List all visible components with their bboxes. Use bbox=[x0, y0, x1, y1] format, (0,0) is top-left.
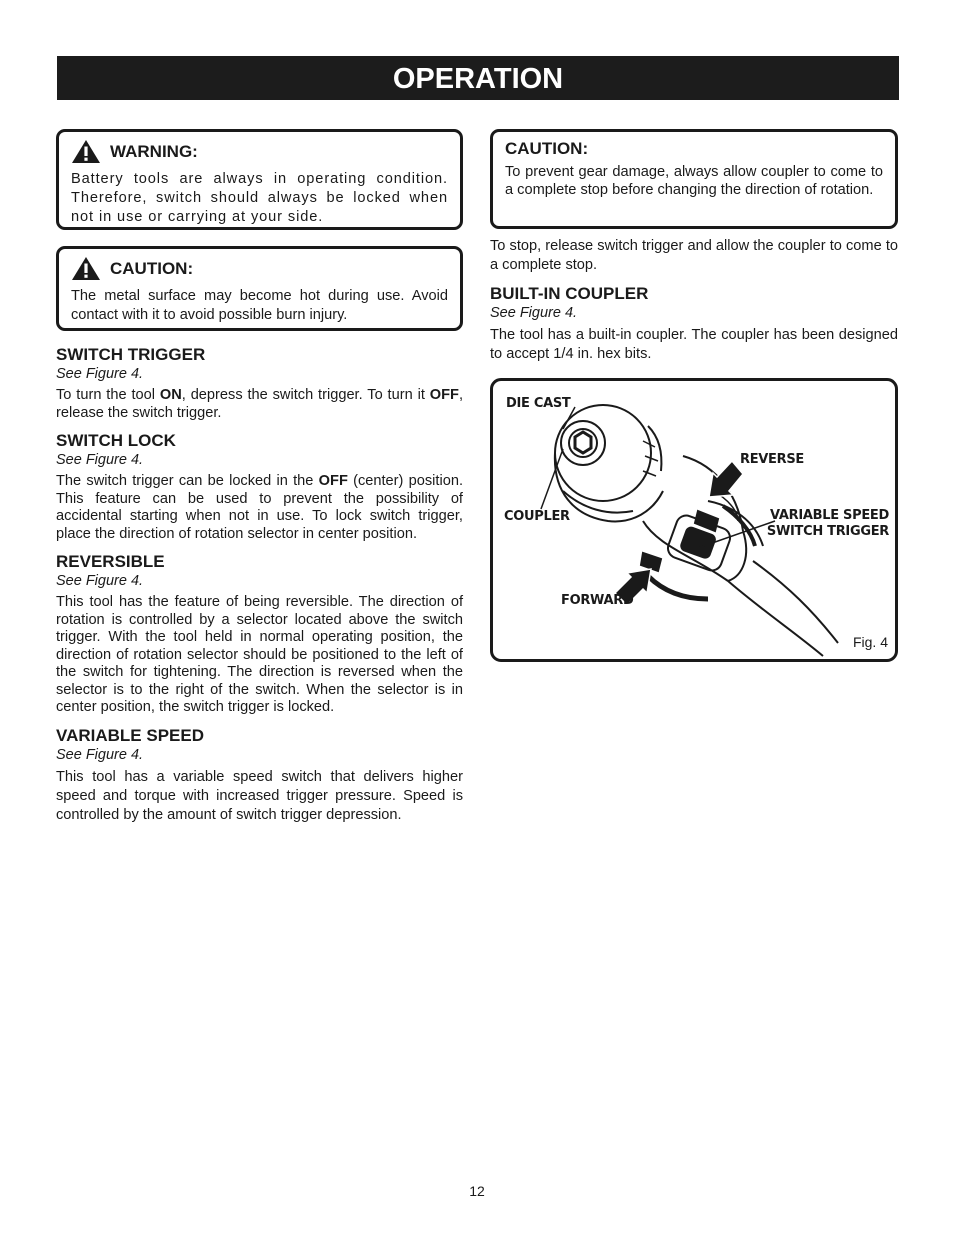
caution-heading: CAUTION: bbox=[110, 258, 194, 278]
section-built-in-coupler bbox=[490, 284, 898, 364]
built-in-coupler-text: The tool has a built-in coupler. The coupler has been designed to accept 1/4 in. hex bits. bbox=[490, 327, 898, 362]
warning-text-body: Battery tools are always in operating condition. Therefore, switch should always be locked when not in use or carrying at your side. bbox=[71, 171, 448, 225]
caution-text: The metal surface may become hot during use. Avoid contact with it to avoid possible burn injury. bbox=[71, 288, 448, 323]
on-keyword: ON bbox=[159, 387, 182, 403]
warning-triangle-icon bbox=[71, 139, 101, 164]
callout-forward: FORWARD bbox=[561, 593, 634, 608]
built-in-coupler-see-figure: See Figure 4. bbox=[490, 305, 578, 321]
caution-heading: CAUTION: bbox=[505, 139, 589, 158]
stop-text: To stop, release switch trigger and allow the coupler to come to a complete stop. bbox=[490, 238, 898, 273]
reversible-title: REVERSIBLE bbox=[56, 552, 165, 571]
reversible-text: This tool has the feature of being reversible. The direction of rotation is controlled by a selector located above the switch trigger. With the tool held in normal operating position, the direction of rotation selector should be positioned to the left of the switch for tightening. The direction is reversed when the selector is to the right of the switch. When the selector is in center position, the switch trigger is locked. bbox=[56, 594, 463, 715]
caution-box-hot-surface bbox=[56, 246, 463, 331]
switch-trigger-text: To turn the tool ON, depress the switch trigger. To turn it OFF, release the switch trigger. bbox=[56, 387, 463, 421]
caution-heading-row bbox=[505, 139, 883, 159]
left-column bbox=[56, 345, 463, 825]
warning-text bbox=[71, 170, 448, 227]
switch-trigger-title: SWITCH TRIGGER bbox=[56, 345, 206, 364]
switch-lock-title: SWITCH LOCK bbox=[56, 431, 176, 450]
variable-speed-title: VARIABLE SPEED bbox=[56, 725, 204, 745]
off-keyword: OFF bbox=[429, 387, 459, 403]
right-column bbox=[490, 237, 898, 364]
caution-heading-row bbox=[71, 256, 448, 281]
variable-speed-see-figure: See Figure 4. bbox=[56, 746, 144, 763]
callout-die-cast: DIE CAST bbox=[506, 396, 571, 411]
page-number: 12 bbox=[469, 1183, 485, 1199]
callout-reverse: REVERSE bbox=[740, 452, 804, 467]
caution-box-gear-damage bbox=[490, 129, 898, 229]
warning-triangle-icon bbox=[71, 256, 101, 281]
caution-text: To prevent gear damage, always allow coupler to come to a complete stop before changing the direction of rotation. bbox=[505, 164, 883, 198]
warning-box bbox=[56, 129, 463, 230]
switch-trigger-see-figure: See Figure 4. bbox=[56, 366, 144, 382]
section-switch-trigger bbox=[56, 345, 463, 422]
figure-label: Fig. 4 bbox=[852, 634, 888, 650]
callout-variable-speed-line2: SWITCH TRIGGER bbox=[766, 524, 889, 539]
section-header: OPERATION bbox=[57, 56, 899, 100]
warning-heading-row bbox=[71, 139, 448, 164]
switch-lock-see-figure: See Figure 4. bbox=[56, 452, 144, 468]
section-reversible bbox=[56, 552, 463, 717]
variable-speed-text: This tool has a variable speed switch that delivers higher speed and torque with increased trigger pressure. Speed is controlled by the amount of switch trigger depression. bbox=[56, 768, 463, 823]
section-switch-lock bbox=[56, 431, 463, 543]
section-variable-speed bbox=[56, 726, 463, 825]
warning-heading: WARNING: bbox=[110, 141, 198, 161]
reversible-see-figure: See Figure 4. bbox=[56, 573, 144, 589]
figure-4 bbox=[490, 378, 898, 662]
switch-lock-text: The switch trigger can be locked in the OFF (center) position. This feature can be used to prevent the possibility of accidental starting when not in use. To lock switch trigger, place the direction of rotation selector in center position. bbox=[56, 473, 463, 542]
built-in-coupler-title: BUILT-IN COUPLER bbox=[490, 284, 649, 303]
off-keyword: OFF bbox=[318, 473, 348, 489]
callout-variable-speed-line1: VARIABLE SPEED bbox=[770, 508, 889, 523]
callout-coupler: COUPLER bbox=[504, 509, 570, 524]
callout-variable-speed-switch-trigger bbox=[767, 508, 889, 540]
